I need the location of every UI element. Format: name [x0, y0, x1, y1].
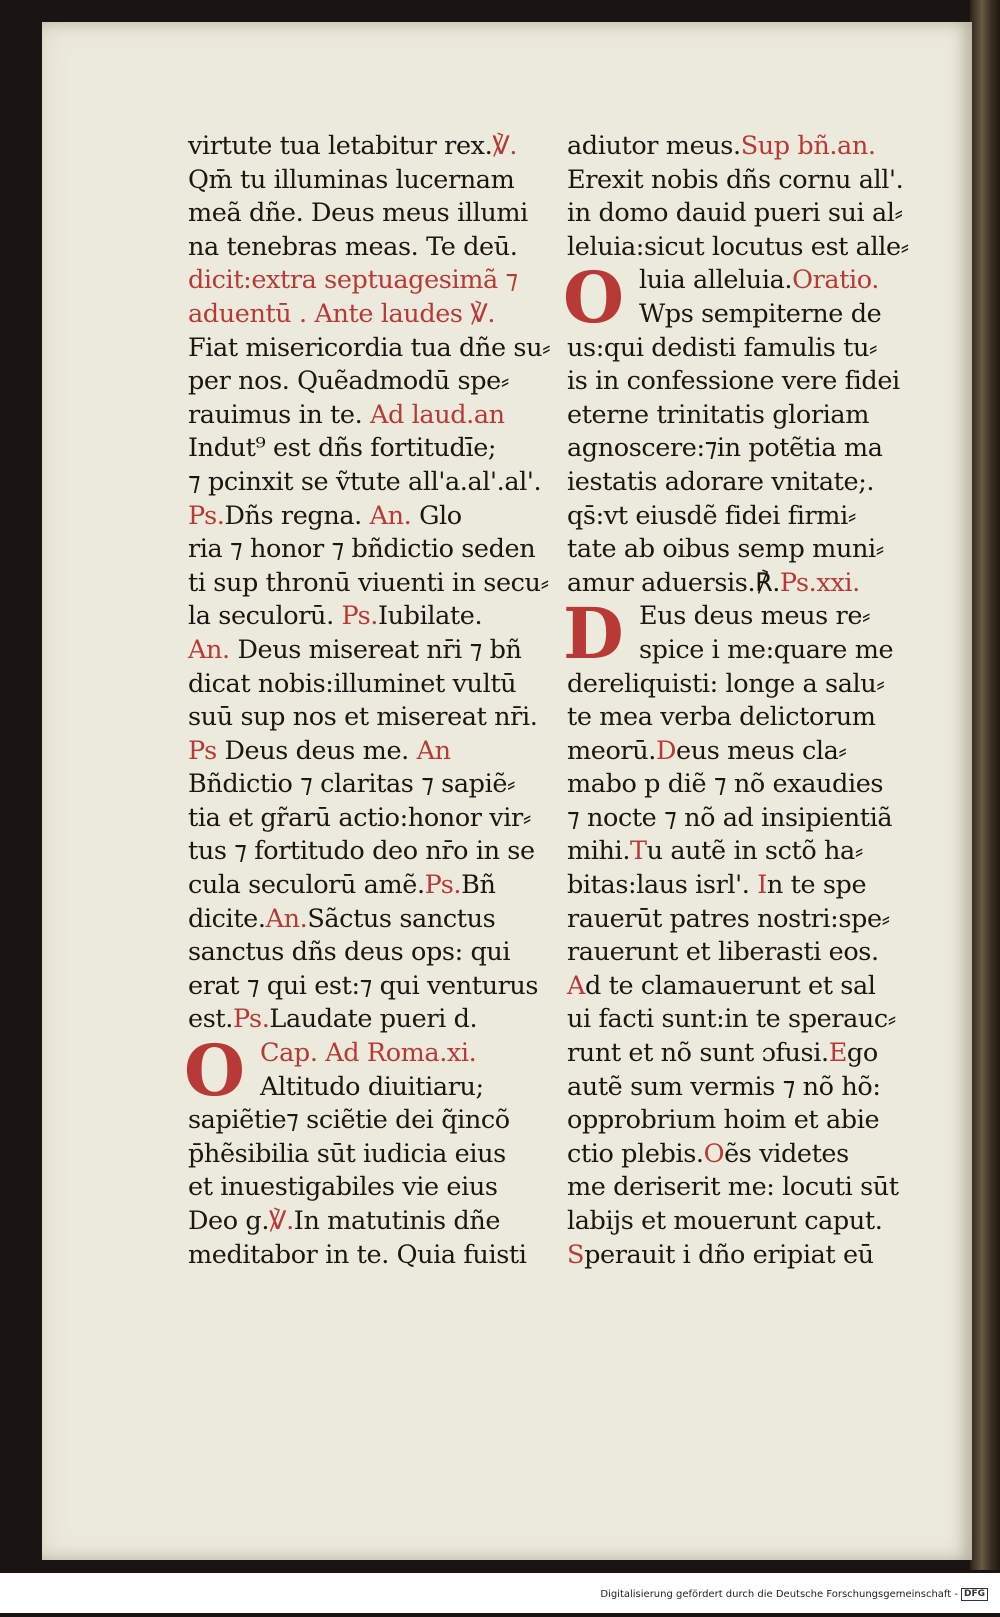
text-line: Ad te clamauerunt et sal — [567, 970, 876, 1001]
text-line: cula seculorū amẽ.Ps.Bñ — [188, 870, 496, 901]
text-line: Deo g.℣.In matutinis dñe — [188, 1206, 501, 1236]
text-line: na tenebras meas. Te deū. — [188, 231, 518, 262]
red-initial: O — [563, 256, 624, 340]
text-line: te mea verba delictorum — [567, 702, 876, 733]
text-line: per nos. Quẽadmodū spe⸗ — [188, 366, 509, 397]
text-line: Altitudo diuitiaru; — [260, 1071, 484, 1102]
text-line: tate ab oibus semp muni⸗ — [567, 534, 884, 565]
text-line: D Eus deus meus re⸗ — [563, 592, 871, 676]
text-line: tus ⁊ fortitudo deo nr̄o in se — [188, 836, 535, 867]
text-line: Sperauit i dño eripiat eū — [567, 1239, 874, 1270]
red-initial: D — [563, 592, 624, 676]
text-line: erat ⁊ qui est:⁊ qui venturus — [188, 970, 539, 1001]
text-line: meorū.Deus meus cla⸗ — [567, 735, 847, 766]
book-spine — [970, 0, 1000, 1570]
digitization-footer — [0, 1573, 1000, 1613]
text-line: Fiat misericordia tua dñe su⸗ — [188, 332, 551, 363]
text-line: est.Ps.Laudate pueri d. — [188, 1004, 478, 1035]
text-line: Indut⁹ est dñs fortitudīe; — [188, 433, 497, 464]
text-line: dicat nobis:illuminet vultū — [188, 668, 517, 699]
red-initial: O — [184, 1029, 245, 1113]
text-line: O luia alleluia.Oratio. — [563, 256, 880, 340]
text-line: spice i me:quare me — [639, 634, 894, 665]
text-line: agnoscere:⁊in potẽtia ma — [567, 433, 883, 464]
text-line: rauerūt patres nostri:spe⸗ — [567, 903, 890, 934]
rubric-line: dicit:extra septuagesimã ⁊ — [188, 265, 518, 296]
text-line: suū sup nos et misereat nr̄i. — [188, 702, 538, 733]
text-line: An. Deus misereat nr̄i ⁊ bñ — [188, 634, 522, 665]
text-line: Erexit nobis dñs cornu all'. — [567, 164, 904, 195]
text-line: O Cap. Ad Roma.xi. — [184, 1029, 477, 1113]
text-line: p̄hẽsibilia sūt iudicia eius — [188, 1138, 506, 1169]
text-line: iestatis adorare vnitate;. — [567, 466, 875, 497]
text-line: runt et nõ sunt ɔfusi.Ego — [567, 1038, 878, 1069]
text-line: meã dñe. Deus meus illumi — [188, 198, 528, 229]
text-line: ria ⁊ honor ⁊ bñdictio seden — [188, 534, 536, 565]
text-line: virtute tua letabitur rex.℣. — [188, 131, 518, 161]
text-line: adiutor meus.Sup bñ.an. — [567, 131, 876, 161]
text-line: ui facti sunt:in te sperauc⸗ — [567, 1004, 896, 1035]
text-line: dereliquisti: longe a salu⸗ — [567, 668, 885, 699]
text-line: mihi.Tu autẽ in sctõ ha⸗ — [567, 836, 863, 867]
text-line: me deriserit me: locuti sūt — [567, 1172, 899, 1203]
book-page — [42, 22, 972, 1560]
dfg-logo: DFG — [961, 1588, 988, 1601]
text-line: Ps Deus deus me. An — [188, 735, 451, 766]
text-line: rauerunt et liberasti eos. — [567, 937, 879, 968]
text-line: labijs et mouerunt caput. — [567, 1206, 883, 1236]
text-line: dicite.An.Sãctus sanctus — [188, 903, 496, 934]
text-line: opprobrium hoim et abie — [567, 1105, 880, 1136]
text-line: sanctus dñs deus ops: qui — [188, 937, 511, 968]
text-line: leluia:sicut locutus est alle⸗ — [567, 231, 909, 262]
text-line: sapiẽtie⁊ sciẽtie dei q̃incõ — [188, 1105, 510, 1136]
footer-credit: Digitalisierung gefördert durch die Deutsche Forschungsgemeinschaft - — [600, 1589, 958, 1600]
text-line: rauimus in te. Ad laud.an — [188, 399, 505, 430]
text-line: meditabor in te. Quia fuisti — [188, 1239, 527, 1270]
left-text-column — [184, 130, 551, 1272]
text-line: ⁊ nocte ⁊ nõ ad insipientiã — [567, 802, 893, 833]
text-line: ctio plebis.Oẽs videtes — [567, 1138, 849, 1169]
text-line: qs̄:vt eiusdẽ fidei firmi⸗ — [567, 500, 856, 531]
text-line: is in confessione vere fidei — [567, 366, 900, 397]
text-line: Ps.Dñs regna. An. Glo — [188, 500, 462, 531]
text-line: Qm̄ tu illuminas lucernam — [188, 164, 515, 195]
text-line: eterne trinitatis gloriam — [567, 399, 870, 430]
text-line: ti sup thronū viuenti in secu⸗ — [188, 567, 549, 598]
text-line: Wps sempiterne de — [639, 298, 882, 329]
text-line: us:qui dedisti famulis tu⸗ — [567, 332, 878, 363]
text-line: Bñdictio ⁊ claritas ⁊ sapiẽ⸗ — [188, 769, 516, 800]
text-line: mabo p diẽ ⁊ nõ exaudies — [567, 769, 884, 800]
text-line: bitas:laus isrl'. In te spe — [567, 870, 867, 901]
text-line: amur aduersis.℟.Ps.xxi. — [567, 567, 860, 598]
text-line: in domo dauid pueri sui al⸗ — [567, 198, 903, 229]
text-line: autẽ sum vermis ⁊ nõ hõ: — [567, 1071, 881, 1102]
right-text-column — [563, 130, 937, 1272]
text-line: et inuestigabiles vie eius — [188, 1172, 498, 1203]
text-line: la seculorū. Ps.Iubilate. — [188, 601, 483, 632]
text-line: tia et gr̃arū actio:honor vir⸗ — [188, 802, 531, 833]
text-line: ⁊ pcinxit se ṽtute all'a.al'.al'. — [188, 466, 542, 497]
rubric-line: aduentū . Ante laudes ℣. — [188, 298, 496, 329]
